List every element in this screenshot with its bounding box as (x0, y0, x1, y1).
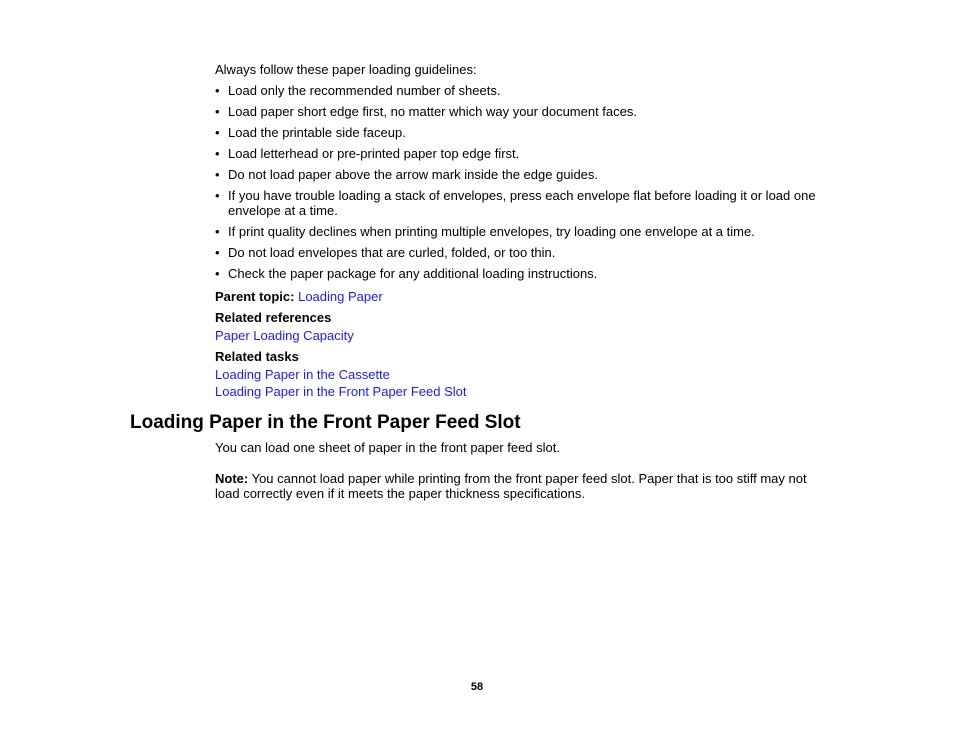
bullet: • (215, 188, 220, 203)
list-item (215, 224, 825, 239)
list-item (215, 188, 825, 218)
list-item (215, 167, 825, 182)
list-item-text: Do not load envelopes that are curled, folded, or too thin. (228, 245, 556, 260)
bullet: • (215, 167, 220, 182)
bullet: • (215, 266, 220, 281)
page-number: 58 (470, 681, 484, 693)
section-title: Loading Paper in the Front Paper Feed Slot (130, 412, 521, 433)
related-tasks-heading: Related tasks (215, 349, 299, 364)
list-item (215, 104, 825, 119)
list-item (215, 125, 825, 140)
related-references-heading: Related references (215, 310, 332, 325)
list-item-text: Do not load paper above the arrow mark inside the edge guides. (228, 167, 599, 182)
parent-topic (215, 289, 383, 304)
related-reference-link[interactable]: Paper Loading Capacity (215, 328, 354, 343)
note (215, 471, 825, 501)
note-text: You cannot load paper while printing from the front paper feed slot. Paper that is too stiff may not load correctly even if it meets the paper thickness specifications. (215, 471, 807, 501)
bullet: • (215, 146, 220, 161)
list-item-text: Load only the recommended number of sheets. (228, 83, 501, 98)
list-item-text: If print quality declines when printing multiple envelopes, try loading one envelope at a time. (228, 224, 755, 239)
bullet: • (215, 224, 220, 239)
list-item-text: Check the paper package for any additional loading instructions. (228, 266, 598, 281)
list-item (215, 245, 825, 260)
related-task-link[interactable]: Loading Paper in the Cassette (215, 367, 390, 382)
list-item-text: If you have trouble loading a stack of envelopes, press each envelope flat before loading it or load one envelope at a time. (228, 188, 816, 218)
section-body: You can load one sheet of paper in the front paper feed slot. (215, 440, 560, 455)
bullet: • (215, 83, 220, 98)
list-item-text: Load letterhead or pre-printed paper top edge first. (228, 146, 520, 161)
list-item-text: Load paper short edge first, no matter which way your document faces. (228, 104, 637, 119)
related-task-link[interactable]: Loading Paper in the Front Paper Feed Slot (215, 384, 467, 399)
guidelines-intro: Always follow these paper loading guidelines: (215, 62, 477, 77)
list-item-text: Load the printable side faceup. (228, 125, 406, 140)
bullet: • (215, 125, 220, 140)
guidelines-list (215, 83, 825, 287)
parent-topic-label: Parent topic: (215, 289, 295, 304)
list-item (215, 83, 825, 98)
parent-topic-link[interactable]: Loading Paper (298, 289, 383, 304)
list-item (215, 146, 825, 161)
note-label: Note: (215, 471, 249, 486)
bullet: • (215, 245, 220, 260)
list-item (215, 266, 825, 281)
bullet: • (215, 104, 220, 119)
